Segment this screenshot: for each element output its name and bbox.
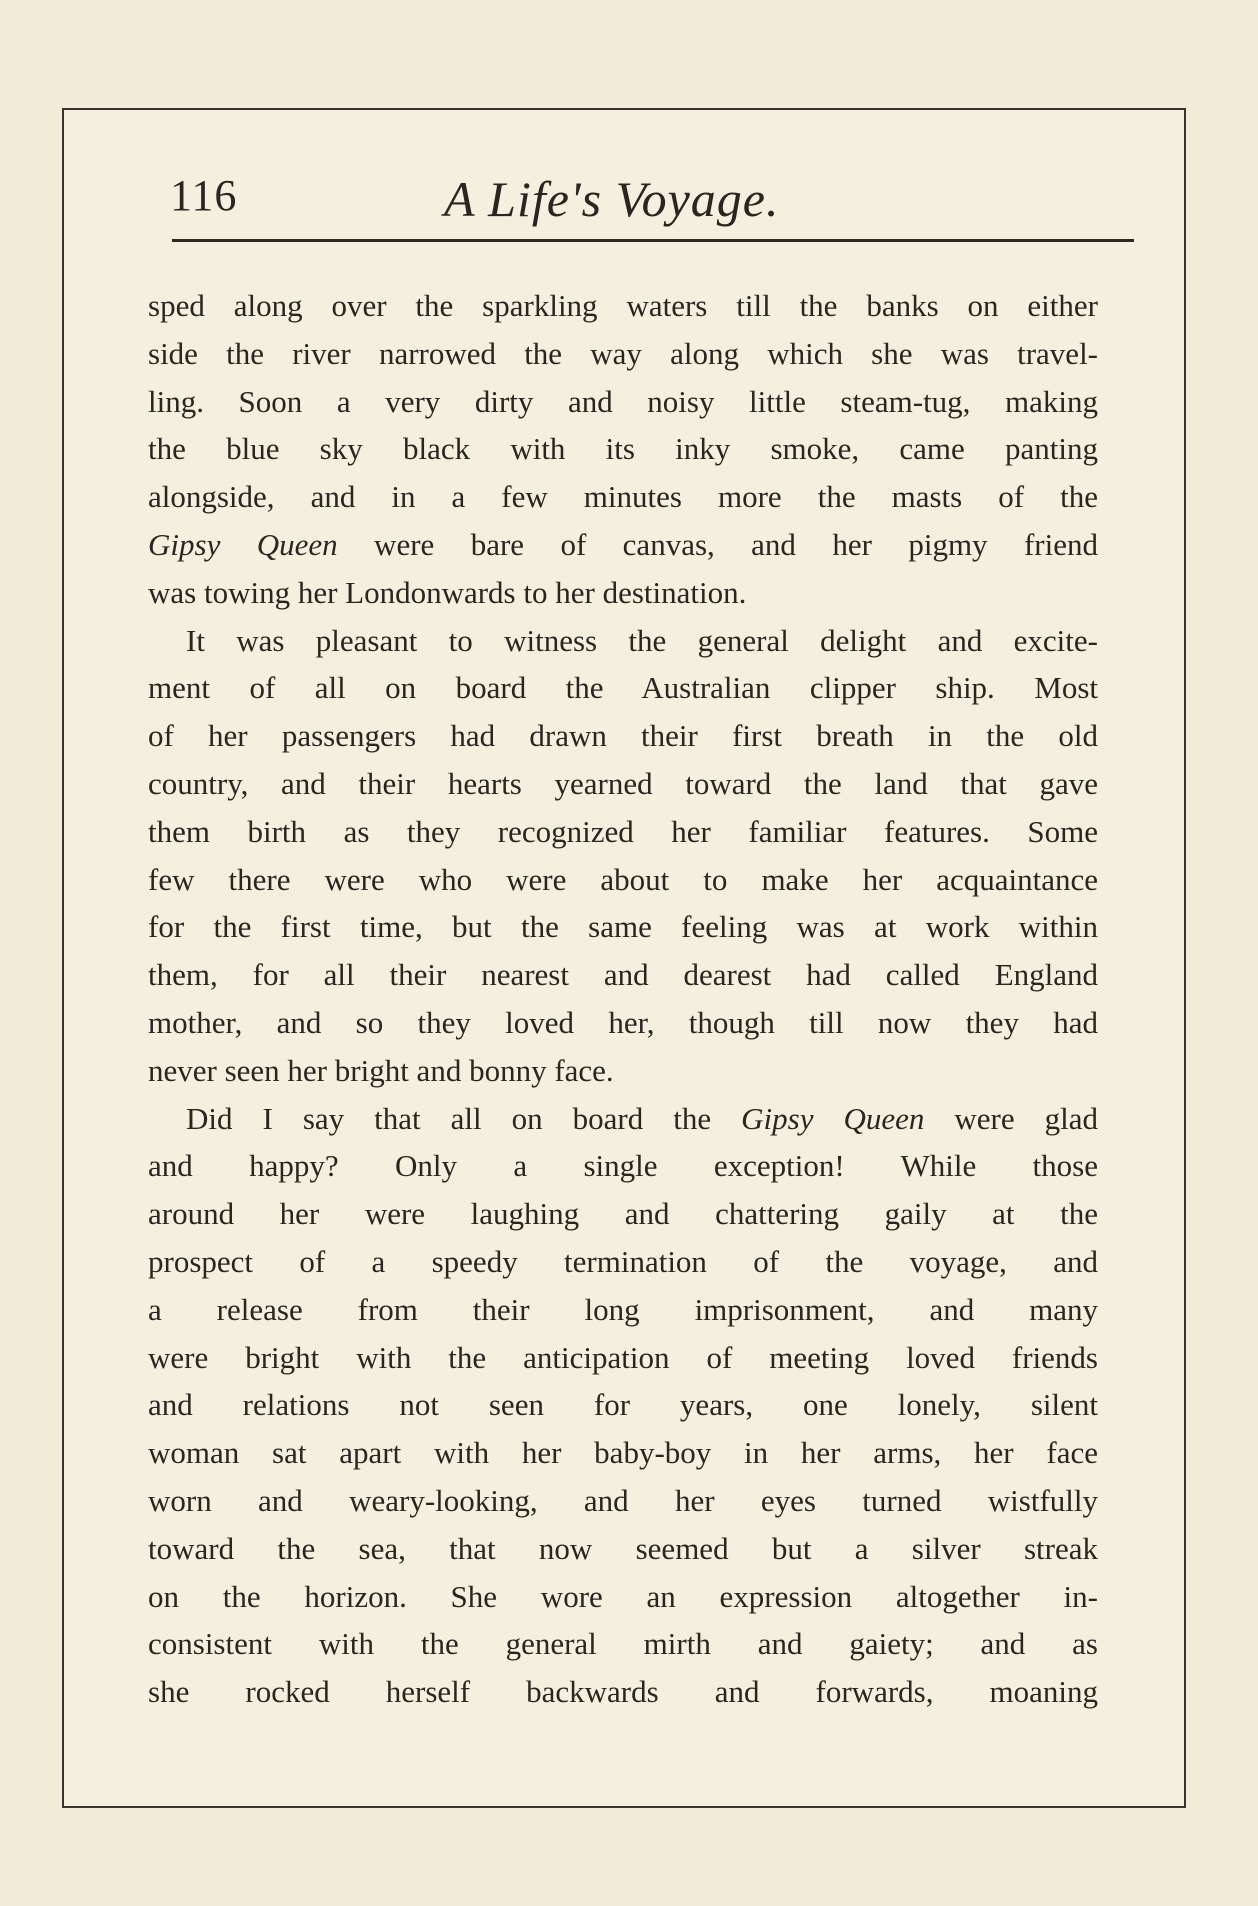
text-line: and relations not seen for years, one lonely, silent [148,1387,1098,1423]
text-line: were bright with the anticipation of meeting loved friends [148,1339,1098,1375]
text-line: sped along over the sparkling waters till the banks on either [148,288,1098,323]
text-line: ling. Soon a very dirty and noisy little steam-tug, making [148,383,1098,419]
text-line: It was pleasant to witness the general delight and excite- [186,622,1098,658]
text-line: never seen her bright and bonny face. [148,1052,614,1088]
text-line: for the first time, but the same feeling was at work within [148,909,1098,945]
text-line: the blue sky black with its inky smoke, came panting [148,431,1098,467]
text-line: alongside, and in a few minutes more the masts of the [148,479,1098,515]
text-line: Did I say that all on board the Gipsy Queen were glad [186,1100,1098,1136]
text-line: toward the sea, that now seemed but a silver streak [148,1530,1098,1566]
text-line: ment of all on board the Australian clipper ship. Most [148,670,1098,706]
header-rule [172,239,1134,242]
text-line: prospect of a speedy termination of the voyage, and [148,1243,1098,1279]
text-line: consistent with the general mirth and gaiety; and as [148,1626,1098,1662]
ship-name: Gipsy Queen [741,1100,925,1136]
text-line: worn and weary-looking, and her eyes turned wistfully [148,1482,1098,1518]
text-line: woman sat apart with her baby-boy in her arms, her face [148,1435,1098,1471]
text-line: around her were laughing and chattering gaily at the [148,1196,1098,1232]
text-line: few there were who were about to make her acquaintance [148,861,1098,897]
page-number: 116 [170,171,238,220]
text-line: mother, and so they loved her, though till now they had [148,1004,1098,1040]
text-line: and happy? Only a single exception! While those [148,1148,1098,1184]
page-frame [62,108,1186,1808]
text-line: them, for all their nearest and dearest had called England [148,957,1098,993]
text-line: was towing her Londonwards to her destination. [148,574,747,610]
text-line: them birth as they recognized her familiar features. Some [148,813,1098,849]
text-body [148,282,1098,1716]
text-line: country, and their hearts yearned toward the land that gave [148,765,1098,801]
text-line: on the horizon. She wore an expression altogether in- [148,1578,1098,1614]
text-line: a release from their long imprisonment, and many [148,1291,1098,1327]
text-line: side the river narrowed the way along which she was travel- [148,335,1098,371]
text-line: Gipsy Queen were bare of canvas, and her pigmy friend [148,526,1098,562]
text-line: she rocked herself backwards and forwards, moaning [148,1674,1098,1710]
ship-name: Gipsy Queen [148,526,338,562]
text-line: of her passengers had drawn their first breath in the old [148,718,1098,754]
running-title: A Life's Voyage. [444,171,780,227]
